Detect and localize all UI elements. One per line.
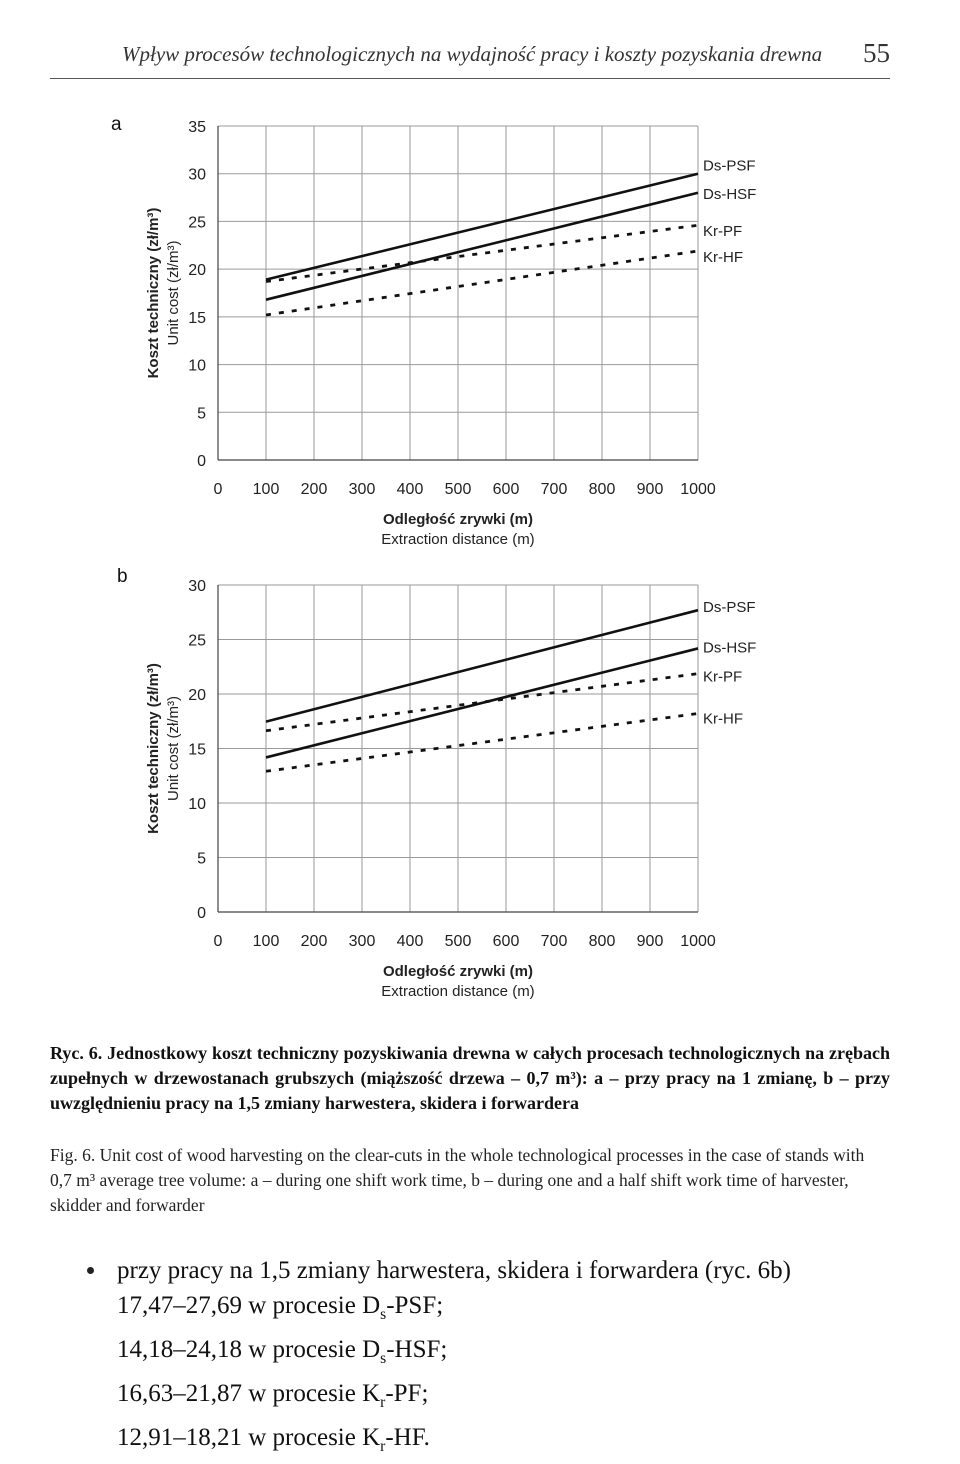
x-tick-label: 500 — [444, 481, 472, 498]
bullet-item: 17,47–27,69 w procesie $D_s$-PSF; — [117, 1292, 444, 1323]
page-number: 55 — [863, 38, 890, 68]
caption-pl-label: Ryc. 6. — [50, 1043, 103, 1063]
bullet-item: 12,91–18,21 w procesie $K_r-HF$. — [117, 1424, 430, 1455]
y-tick-label: 30 — [188, 578, 206, 595]
panel-label-a: a — [111, 114, 122, 135]
x-tick-label: 400 — [396, 481, 424, 498]
x-tick-label: 1000 — [680, 933, 716, 950]
y-axis-title-en: Unit cost (zł/m³) — [165, 696, 182, 801]
x-axis-title: Odległość zrywki (m) — [382, 963, 534, 980]
x-tick-label: 700 — [540, 933, 568, 950]
x-tick-label: 100 — [252, 933, 280, 950]
x-axis-title-en: Extraction distance (m) — [381, 983, 535, 1000]
x-tick-label: 900 — [636, 481, 664, 498]
caption-pl-text: Jednostkowy koszt techniczny pozyskiwania drewna w całych procesach technologicznych na zrębach zupełnych w drzewostanach grubszych (miąższość drzewa – 0,7 m³): a – przy pracy na 1 zmianę, b – przy uwzględnieniu pracy na 1,5 zmiany harwestera, skidera i forwardera — [50, 1043, 890, 1113]
x-tick-label: 900 — [636, 933, 664, 950]
x-tick-label: 700 — [540, 481, 568, 498]
y-axis-title: Koszt techniczny (zł/m³) — [145, 207, 162, 379]
x-tick-label: 1000 — [680, 481, 716, 498]
bullet-dot-icon — [87, 1267, 94, 1274]
bullet-list — [97, 1253, 897, 1464]
x-tick-label: 200 — [300, 481, 328, 498]
header-title: Wpływ procesów technologicznych na wydajność pracy i koszty pozyskania drewna — [122, 42, 823, 66]
y-tick-label: 15 — [188, 741, 206, 759]
y-axis-title: Koszt techniczny (zł/m³) — [145, 663, 162, 834]
y-tick-label: 0 — [197, 905, 206, 922]
x-tick-label: 400 — [396, 933, 424, 950]
series-label: Ds-PSF — [703, 599, 756, 617]
series-label: Kr-HF — [703, 710, 743, 728]
x-tick-label: 300 — [348, 933, 376, 950]
x-tick-label: 800 — [588, 933, 616, 950]
x-tick-label: 500 — [444, 933, 472, 950]
caption-en-label: Fig. 6. — [50, 1145, 96, 1165]
x-tick-label: 600 — [492, 933, 520, 950]
bullet-item: 14,18–24,18 w procesie $D_s$-HSF; — [117, 1336, 448, 1367]
caption-en-text: Unit cost of wood harvesting on the clear-cuts in the whole technological processes in the case of stands with 0,7 m³ average tree volume: a – during one shift work time, b – during one and a half shift work time of harvester, skidder and forwarder — [50, 1145, 865, 1215]
series-label: Ds-HSF — [703, 185, 757, 203]
series-label: Ds-HSF — [703, 639, 757, 657]
y-tick-label: 5 — [197, 405, 206, 423]
panel-label-b: b — [117, 566, 128, 587]
series-label: Kr-HF — [703, 249, 743, 267]
y-tick-label: 0 — [197, 453, 206, 470]
figure-caption-polish — [50, 1041, 890, 1116]
y-tick-label: 10 — [188, 357, 206, 375]
x-tick-label: 300 — [348, 481, 376, 498]
series-label: Kr-PF — [703, 223, 743, 241]
y-tick-label: 25 — [188, 632, 206, 650]
x-tick-label: 100 — [252, 481, 280, 498]
x-tick-label: 0 — [213, 933, 223, 950]
y-tick-label: 10 — [188, 796, 206, 813]
y-tick-label: 5 — [197, 850, 206, 868]
y-axis-title-en: Unit cost (zł/m³) — [165, 240, 182, 346]
y-tick-label: 15 — [188, 309, 206, 327]
x-tick-label: 800 — [588, 481, 616, 498]
y-tick-label: 20 — [188, 687, 206, 704]
series-label: Kr-PF — [703, 668, 743, 686]
y-tick-label: 35 — [188, 119, 206, 136]
y-tick-label: 25 — [188, 214, 206, 232]
x-tick-label: 600 — [492, 481, 520, 498]
figure-caption-english — [50, 1143, 890, 1218]
x-axis-title-en: Extraction distance (m) — [381, 531, 535, 548]
series-label: Ds-PSF — [703, 157, 756, 175]
y-tick-label: 20 — [188, 262, 206, 280]
x-tick-label: 0 — [213, 481, 223, 498]
x-tick-label: 200 — [300, 933, 328, 950]
bullet-intro: przy pracy na 1,5 zmiany harwestera, skidera i forwardera (ryc. 6b) — [117, 1257, 791, 1284]
x-axis-title: Odległość zrywki (m) — [382, 511, 534, 528]
y-tick-label: 30 — [188, 166, 206, 184]
bullet-item: 16,63–21,87 w procesie $K_r-PF$; — [117, 1380, 429, 1411]
